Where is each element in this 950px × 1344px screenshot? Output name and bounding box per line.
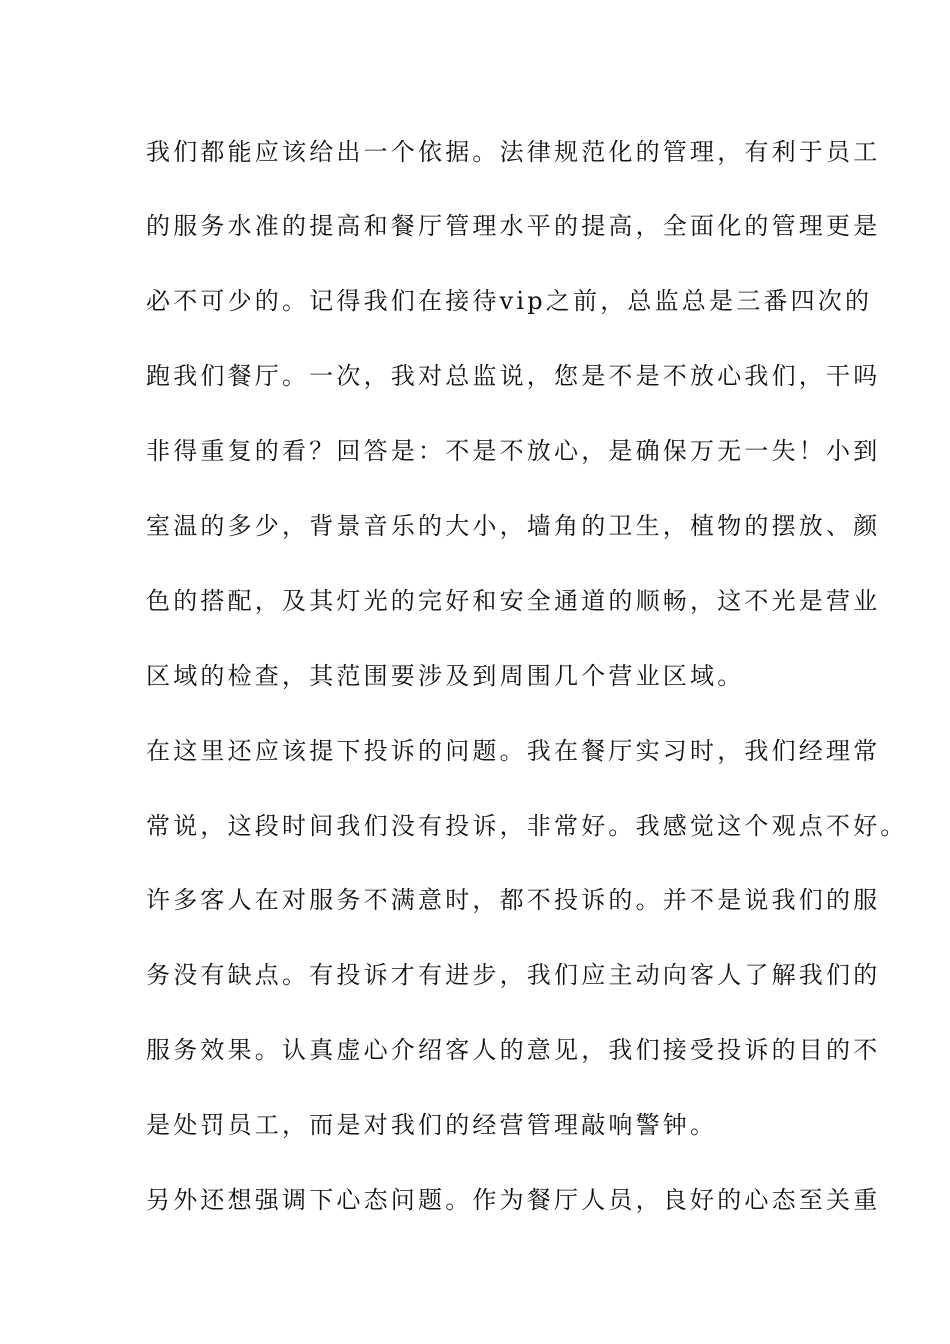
- text-line: 常说，这段时间我们没有投诉，非常好。我感觉这个观点不好。: [146, 812, 908, 840]
- text-line: 区域的检查，其范围要涉及到周围几个营业区域。: [146, 662, 745, 690]
- text-line: 非得重复的看？回答是：不是不放心，是确保万无一失！小到: [146, 437, 881, 465]
- text-line: 室温的多少，背景音乐的大小，墙角的卫生，植物的摆放、颜: [146, 512, 881, 540]
- text-line: 是处罚员工，而是对我们的经营管理敲响警钟。: [146, 1111, 718, 1139]
- text-line: 的服务水准的提高和餐厅管理水平的提高，全面化的管理更是: [146, 212, 881, 240]
- text-line: 在这里还应该提下投诉的问题。我在餐厅实习时，我们经理常: [146, 737, 881, 765]
- text-line: 服务效果。认真虚心介绍客人的意见，我们接受投诉的目的不: [146, 1036, 881, 1064]
- text-line: 跑我们餐厅。一次，我对总监说，您是不是不放心我们，干吗: [146, 362, 881, 390]
- text-line: 许多客人在对服务不满意时，都不投诉的。并不是说我们的服: [146, 886, 881, 914]
- text-line: 我们都能应该给出一个依据。法律规范化的管理，有利于员工: [146, 138, 881, 166]
- text-line: 另外还想强调下心态问题。作为餐厅人员，良好的心态至关重: [146, 1186, 881, 1214]
- text-line: 色的搭配，及其灯光的完好和安全通道的顺畅，这不光是营业: [146, 587, 881, 615]
- text-line: 必不可少的。记得我们在接待vip之前，总监总是三番四次的: [146, 287, 873, 315]
- text-line: 务没有缺点。有投诉才有进步，我们应主动向客人了解我们的: [146, 961, 881, 989]
